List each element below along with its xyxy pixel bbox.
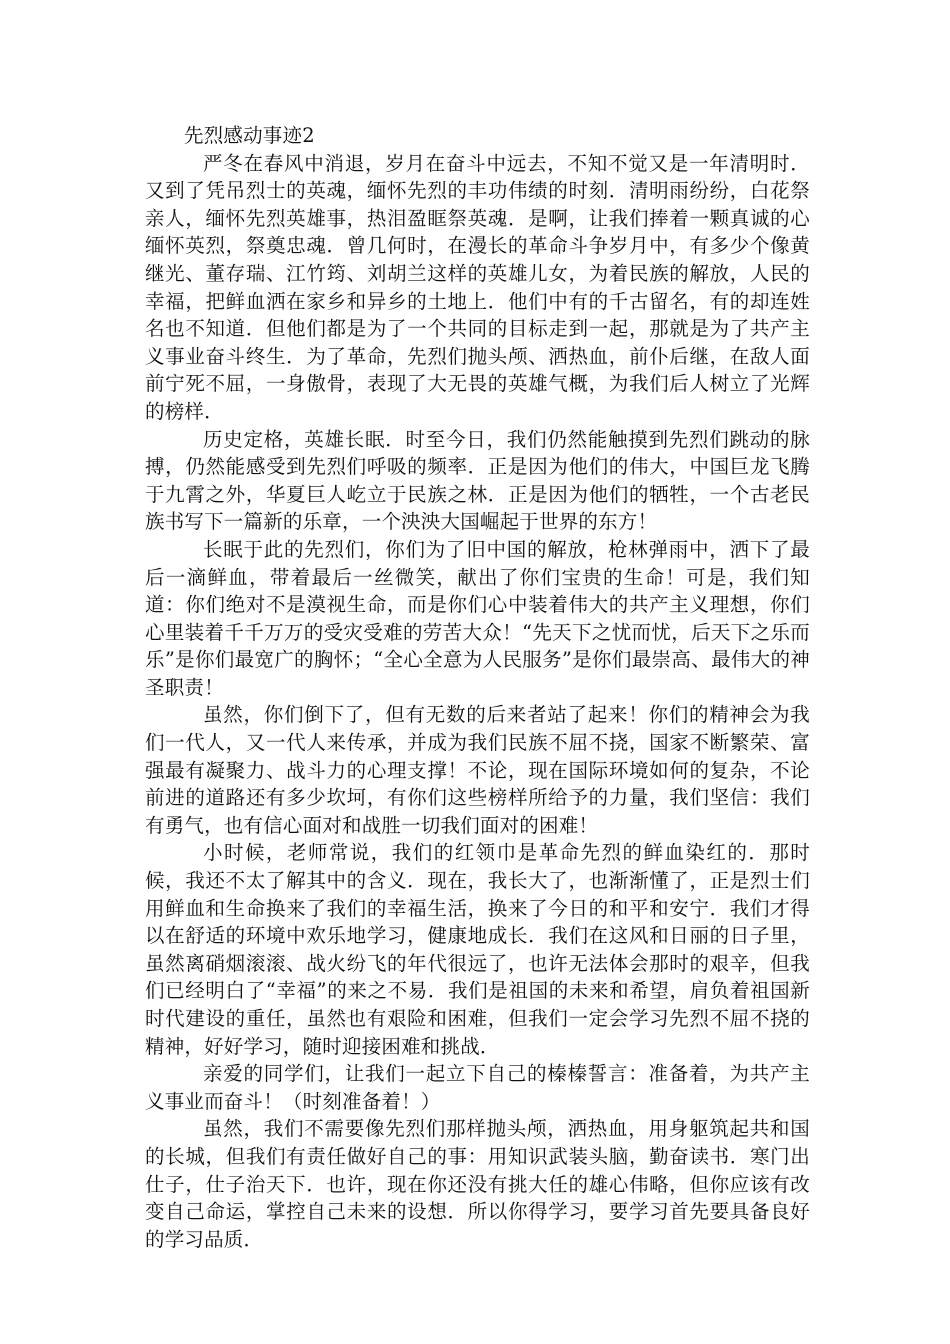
paragraph: 历史定格，英雄长眠．时至今日，我们仍然能触摸到先烈们跳动的脉搏，仍然能感受到先烈们呼吸的频率．正是因为他们的伟大，中国巨龙飞腾于九霄之外，华夏巨人屹立于民族之林．正是因为他们的牺牲，一个古老民族书写下一篇新的乐章，一个泱泱大国崛起于世界的东方！: [145, 427, 810, 534]
paragraph: 亲爱的同学们，让我们一起立下自己的榛榛誓言：准备着，为共产主义事业而奋斗！（时刻准备着！）: [145, 1062, 810, 1113]
paragraph: 长眠于此的先烈们，你们为了旧中国的解放，枪林弹雨中，洒下了最后一滴鲜血，带着最后一丝微笑，献出了你们宝贵的生命！可是，我们知道：你们绝对不是漠视生命，而是你们心中装着伟大的共产主义理想，你们心里装着千千万万的受灾受难的劳苦大众！“先天下之忧而忧，后天下之乐而乐”是你们最宽广的胸怀；“全心全意为人民服务”是你们最崇高、最伟大的神圣职责！: [145, 537, 810, 699]
document-title: 先烈感动事迹2: [184, 124, 315, 147]
paragraph: 虽然，你们倒下了，但有无数的后来者站了起来！你们的精神会为我们一代人，又一代人来传承，并成为我们民族不屈不挠，国家不断繁荣、富强最有凝聚力、战斗力的心理支撑！不论，现在国际环境如何的复杂，不论前进的道路还有多少坎坷，有你们这些榜样所给予的力量，我们坚信：我们有勇气，也有信心面对和战胜一切我们面对的困难！: [145, 703, 810, 837]
paragraph: 虽然，我们不需要像先烈们那样抛头颅，洒热血，用身躯筑起共和国的长城，但我们有责任做好自己的事：用知识武装头脑，勤奋读书．寒门出仕子，仕子治天下．也许，现在你还没有挑大任的雄心伟略，但你应该有改变自己命运，掌控自己未来的设想．所以你得学习，要学习首先要具备良好的学习品质．: [145, 1117, 810, 1251]
document-body: [145, 122, 810, 1253]
paragraph: 小时候，老师常说，我们的红领巾是革命先烈的鲜血染红的．那时候，我还不太了解其中的含义．现在，我长大了，也渐渐懂了，正是烈士们用鲜血和生命换来了我们的幸福生活，换来了今日的和平和安宁．我们才得以在舒适的环境中欢乐地学习，健康地成长．我们在这风和日丽的日子里，虽然离硝烟滚滚、战火纷飞的年代很远了，也许无法体会那时的艰辛，但我们已经明白了“幸福”的来之不易．我们是祖国的未来和希望，肩负着祖国新时代建设的重任，虽然也有艰险和困难，但我们一定会学习先烈不屈不挠的精神，好好学习，随时迎接困难和挑战．: [145, 841, 810, 1058]
paragraph: 严冬在春风中消退，岁月在奋斗中远去，不知不觉又是一年清明时．又到了凭吊烈士的英魂，缅怀先烈的丰功伟绩的时刻．清明雨纷纷，白花祭亲人，缅怀先烈英雄事，热泪盈眶祭英魂．是啊，让我们捧着一颗真诚的心缅怀英烈，祭奠忠魂．曾几何时，在漫长的革命斗争岁月中，有多少个像黄继光、董存瑞、江竹筠、刘胡兰这样的英雄儿女，为着民族的解放，人民的幸福，把鲜血洒在家乡和异乡的土地上．他们中有的千古留名，有的却连姓名也不知道．但他们都是为了一个共同的目标走到一起，那就是为了共产主义事业奋斗终生．为了革命，先烈们抛头颅、洒热血，前仆后继，在敌人面前宁死不屈，一身傲骨，表现了大无畏的英雄气概，为我们后人树立了光辉的榜样．: [145, 151, 810, 423]
